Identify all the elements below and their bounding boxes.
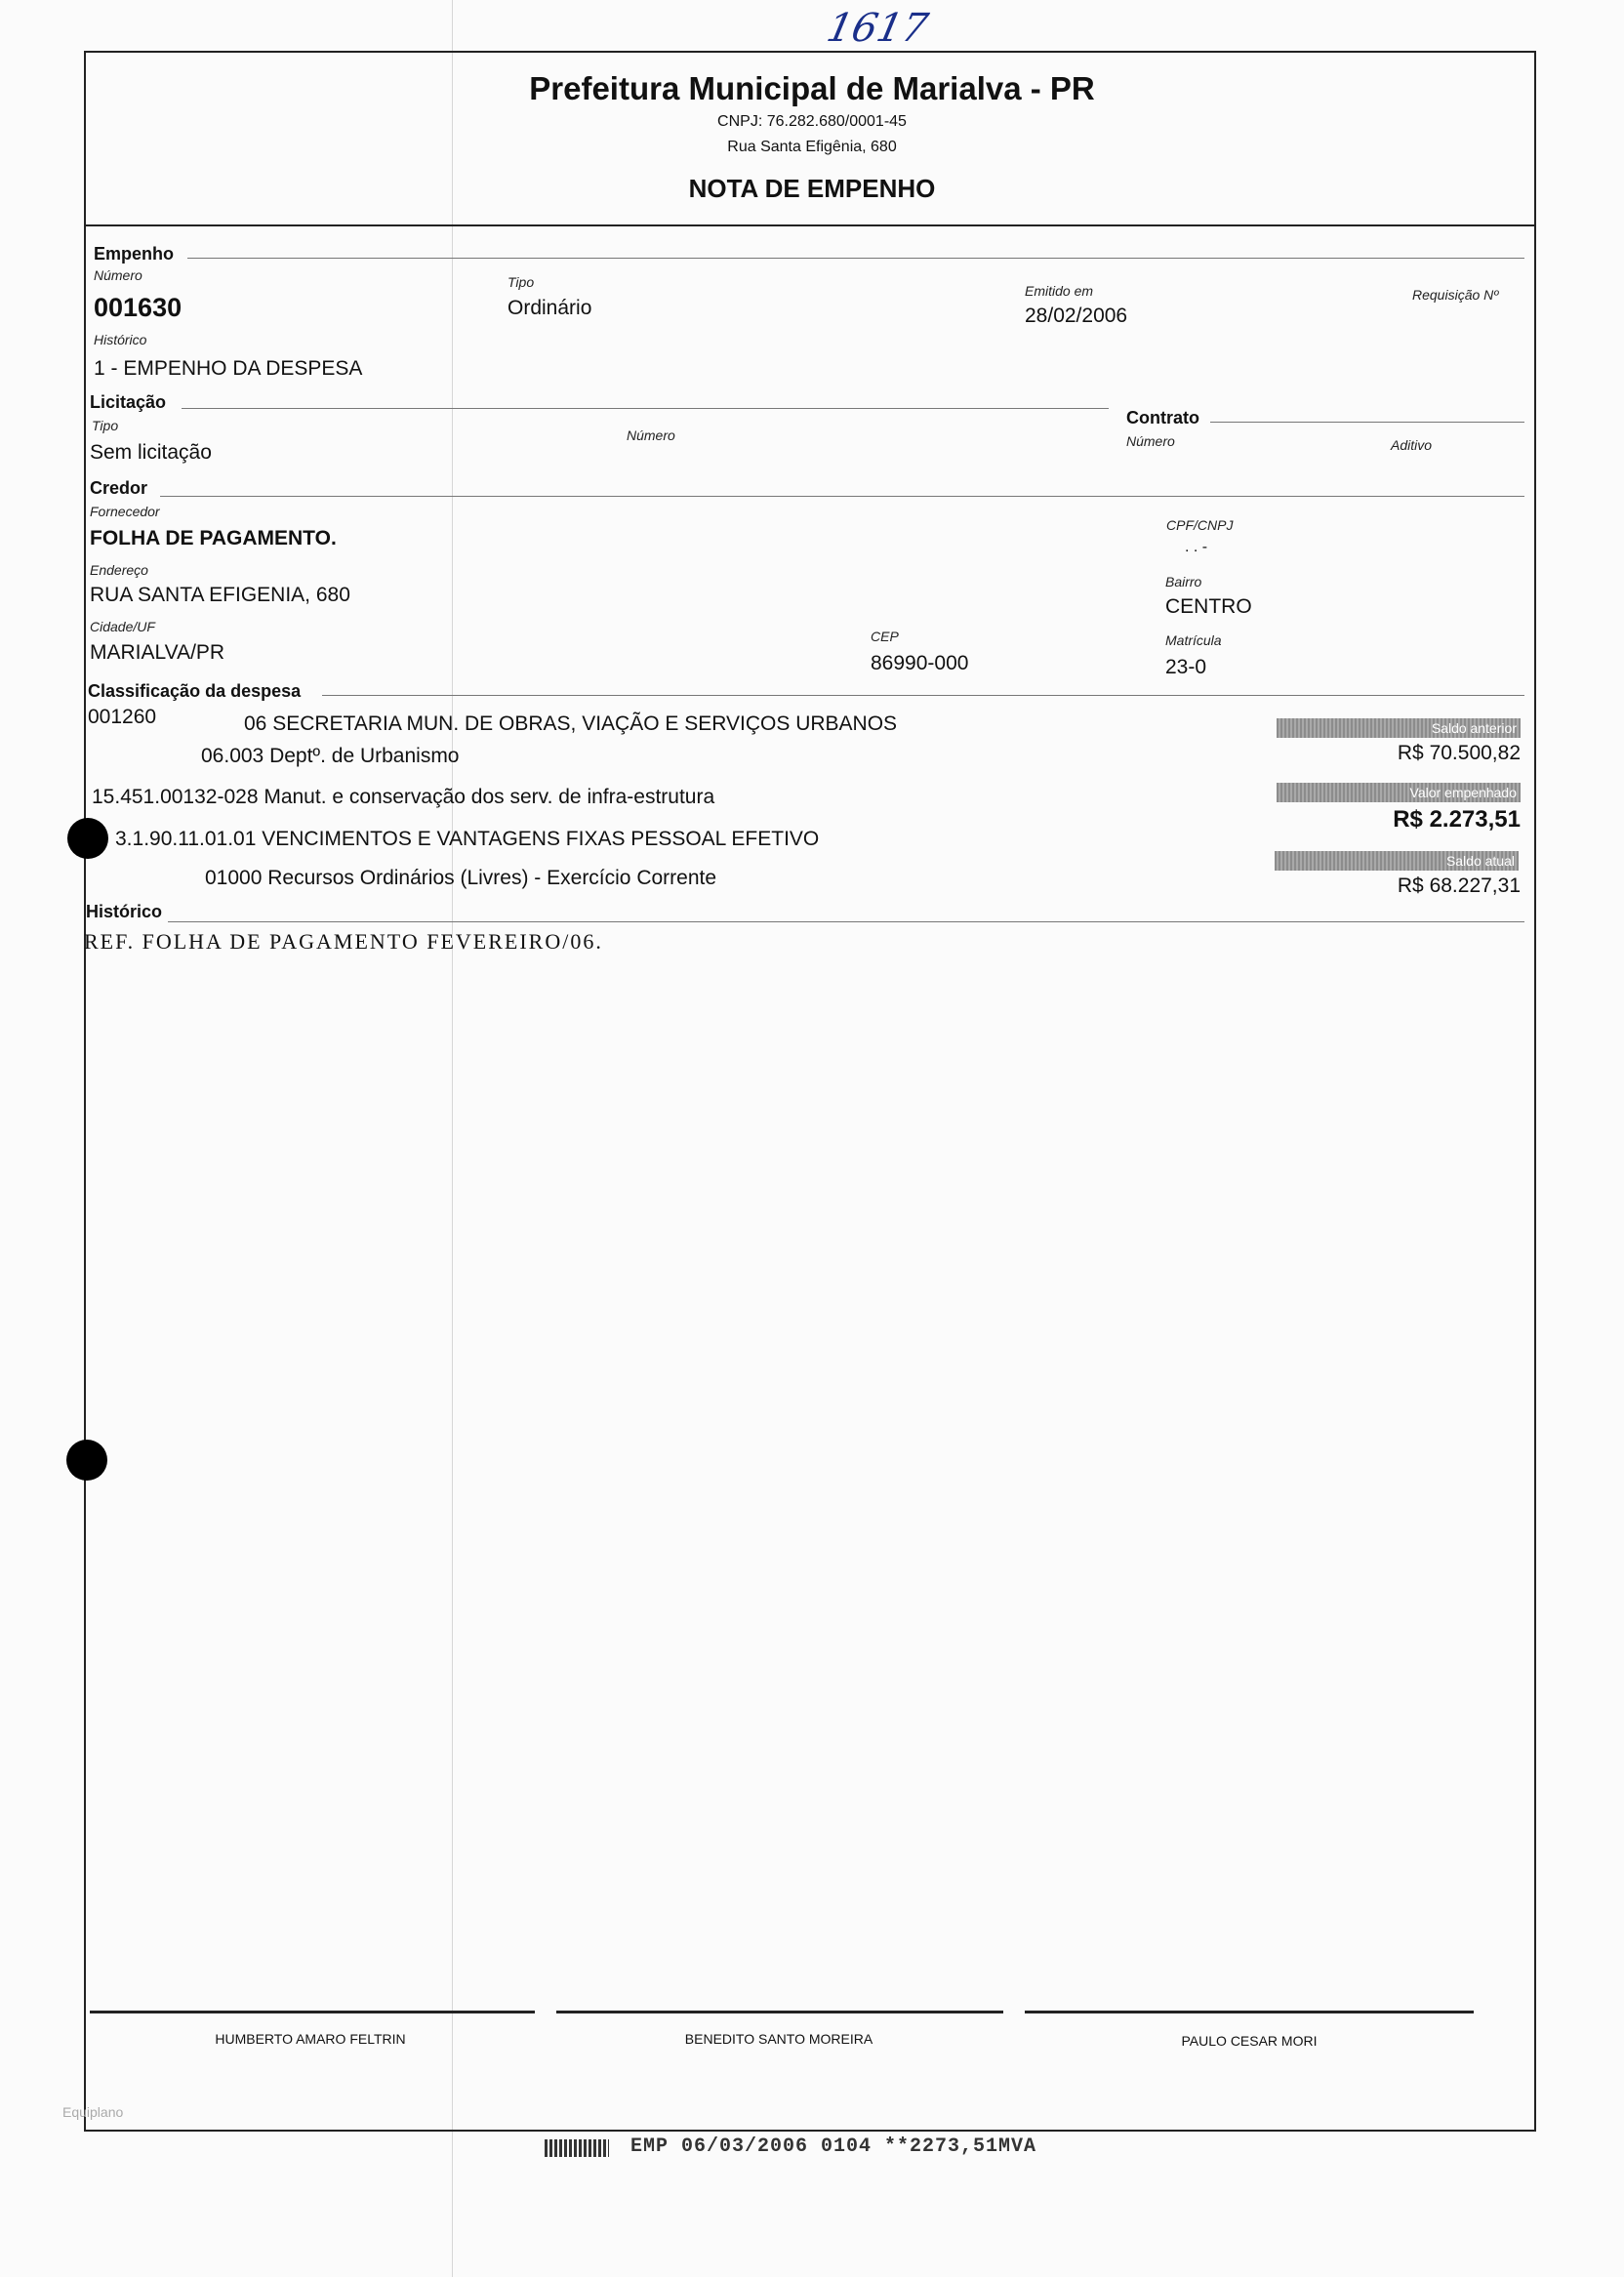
cidade-label: Cidade/UF xyxy=(90,619,155,634)
cep-label: CEP xyxy=(871,629,899,644)
classificacao-recurso: 01000 Recursos Ordinários (Livres) - Exercício Corrente xyxy=(205,867,717,889)
classificacao-programa: 15.451.00132-028 Manut. e conservação dos serv. de infra-estrutura xyxy=(92,786,715,808)
historico-text: REF. FOLHA DE PAGAMENTO FEVEREIRO/06. xyxy=(84,929,603,954)
valor-empenhado: R$ 2.273,51 xyxy=(1393,806,1521,833)
empenho-historico: 1 - EMPENHO DA DESPESA xyxy=(94,357,363,380)
section-credor-line xyxy=(160,496,1524,497)
fornecedor: FOLHA DE PAGAMENTO. xyxy=(90,527,337,549)
section-historico: Histórico xyxy=(86,902,163,921)
signature-line-3 xyxy=(1025,2011,1474,2013)
signature-name-2: BENEDITO SANTO MOREIRA xyxy=(684,2031,873,2047)
saldo-atual-label: Saldo atual xyxy=(1275,851,1519,871)
section-licitacao-line xyxy=(182,408,1109,409)
fornecedor-label: Fornecedor xyxy=(90,504,160,519)
software-brand: Equiplano xyxy=(62,2104,124,2120)
requisicao-label: Requisição Nº xyxy=(1412,287,1499,303)
matricula-label: Matrícula xyxy=(1165,632,1222,648)
cnpj: CNPJ: 76.282.680/0001-45 xyxy=(717,113,907,130)
saldo-anterior-label: Saldo anterior xyxy=(1277,718,1521,738)
endereco: RUA SANTA EFIGENIA, 680 xyxy=(90,584,350,606)
valor-empenhado-label: Valor empenhado xyxy=(1277,783,1521,802)
empenho-tipo: Ordinário xyxy=(508,297,592,319)
licitacao-numero-label: Número xyxy=(627,427,675,443)
empenho-tipo-label: Tipo xyxy=(508,274,535,290)
empenho-historico-label: Histórico xyxy=(94,332,147,347)
classificacao-departamento: 06.003 Deptº. de Urbanismo xyxy=(201,745,460,767)
classificacao-secretaria: 06 SECRETARIA MUN. DE OBRAS, VIAÇÃO E SERVIÇOS URBANOS xyxy=(244,712,898,735)
licitacao-tipo-label: Tipo xyxy=(92,418,119,433)
page-title: Prefeitura Municipal de Marialva - PR xyxy=(529,70,1095,106)
section-contrato-line xyxy=(1210,422,1524,423)
cep: 86990-000 xyxy=(871,652,969,674)
saldo-anterior: R$ 70.500,82 xyxy=(1397,742,1521,764)
section-empenho: Empenho xyxy=(94,244,175,264)
section-contrato: Contrato xyxy=(1126,408,1199,427)
header-address: Rua Santa Efigênia, 680 xyxy=(727,139,897,155)
empenho-numero-label: Número xyxy=(94,267,142,283)
section-classificacao: Classificação da despesa xyxy=(88,681,302,701)
classificacao-elemento: 3.1.90.11.01.01 VENCIMENTOS E VANTAGENS FIXAS PESSOAL EFETIVO xyxy=(115,828,820,850)
mechanical-stamp: EMP 06/03/2006 0104 **2273,51MVA xyxy=(630,2135,1037,2158)
matricula: 23-0 xyxy=(1165,656,1207,678)
cpf-cnpj-label: CPF/CNPJ xyxy=(1166,517,1234,533)
licitacao-tipo: Sem licitação xyxy=(90,441,212,464)
section-credor: Credor xyxy=(90,478,148,498)
bairro-label: Bairro xyxy=(1165,574,1202,590)
emitido-date: 28/02/2006 xyxy=(1025,305,1128,327)
punch-hole-bottom xyxy=(66,1440,107,1481)
handwritten-page-number: 1617 xyxy=(823,6,932,51)
document-title: NOTA DE EMPENHO xyxy=(688,174,936,203)
section-empenho-line xyxy=(187,258,1524,259)
barcode-icon xyxy=(545,2139,609,2157)
saldo-atual: R$ 68.227,31 xyxy=(1397,874,1521,897)
contrato-aditivo-label: Aditivo xyxy=(1391,437,1433,453)
classificacao-code: 001260 xyxy=(88,706,157,728)
punch-hole-top xyxy=(67,818,108,859)
cidade: MARIALVA/PR xyxy=(90,641,225,664)
cpf-cnpj: . . - xyxy=(1185,539,1208,555)
signature-line-1 xyxy=(90,2011,535,2013)
signature-line-2 xyxy=(556,2011,1003,2013)
signature-name-3: PAULO CESAR MORI xyxy=(1181,2033,1318,2049)
contrato-numero-label: Número xyxy=(1126,433,1175,449)
section-licitacao: Licitação xyxy=(90,392,167,412)
endereco-label: Endereço xyxy=(90,562,148,578)
bairro: CENTRO xyxy=(1165,595,1252,618)
section-historico-line xyxy=(168,921,1524,922)
header-divider xyxy=(84,224,1536,226)
section-classificacao-line xyxy=(322,695,1524,696)
signature-name-1: HUMBERTO AMARO FELTRIN xyxy=(215,2031,406,2047)
emitido-label: Emitido em xyxy=(1025,283,1094,299)
empenho-numero: 001630 xyxy=(94,293,183,322)
